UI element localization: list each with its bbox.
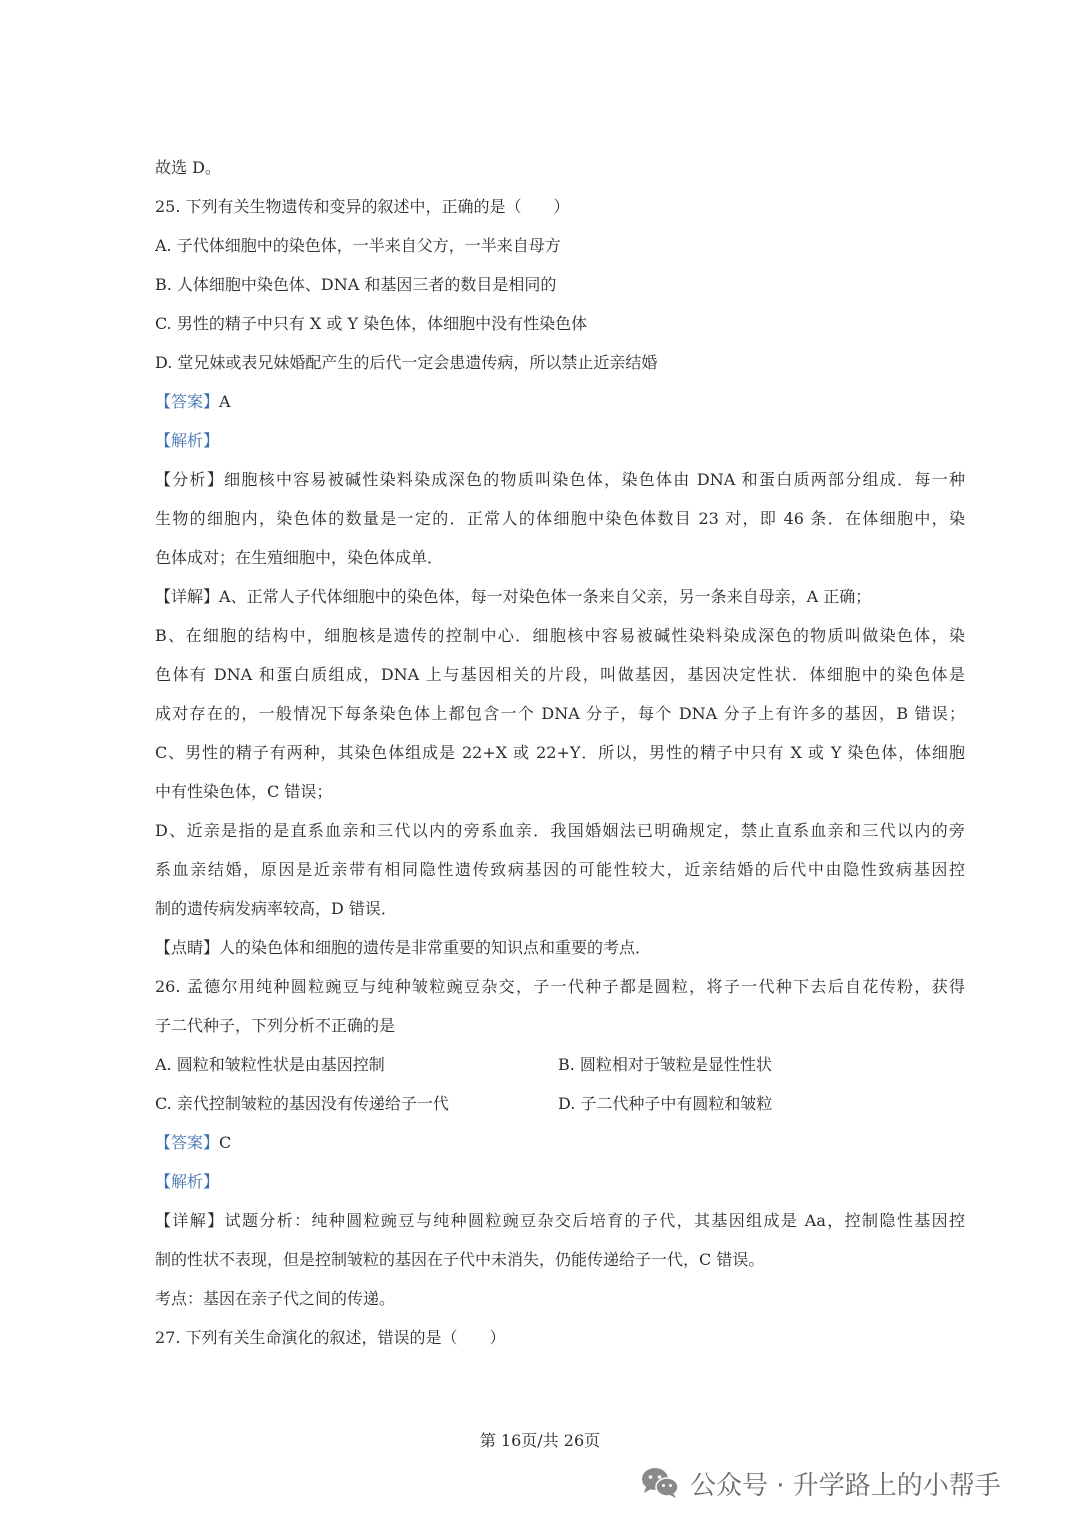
answer-value: C [219, 1133, 232, 1152]
analysis-tag: 【解析】 [155, 1172, 220, 1191]
q25-xiangjie-line: 【详解】A、正常人子代体细胞中的染色体，每一对染色体一条来自父亲，另一条来自母亲，A 正确； [155, 587, 872, 606]
q25-answer [155, 391, 965, 413]
q25-xiangjie-line: 制的遗传病发病率较高，D 错误． [155, 899, 397, 918]
watermark-text: 公众号 · 升学路上的小帮手 [690, 1470, 1001, 1501]
prev-conclusion: 故选 D。 [155, 158, 221, 177]
q25-xiangjie-line: C、男性的精子有两种，其染色体组成是 22+X 或 22+Y．所以，男性的精子中只有 X 或 Y 染色体，体细胞 [155, 743, 965, 762]
dianjing-tag: 【点睛】 [155, 938, 220, 957]
answer-tag: 【答案】 [155, 1133, 220, 1152]
question-26-stem: 26. 孟德尔用纯种圆粒豌豆与纯种皱粒豌豆杂交，子一代种子都是圆粒，将子一代种下去后自花传粉，获得 [155, 977, 965, 996]
q26-option-b: B. 圆粒相对于皱粒是显性性状 [558, 1055, 772, 1074]
q25-option-b: B. 人体细胞中染色体、DNA 和基因三者的数目是相同的 [155, 275, 557, 294]
q26-xiangjie-line: 制的性状不表现，但是控制皱粒的基因在子代中未消失，仍能传递给子一代，C 错误。 [155, 1250, 765, 1269]
q25-analysis-heading [155, 430, 965, 452]
q25-xiangjie-line: 中有性染色体，C 错误； [155, 782, 333, 801]
q26-kaodian: 考点：基因在亲子代之间的传递。 [155, 1289, 396, 1308]
q26-answer [155, 1132, 965, 1154]
question-27-stem: 27. 下列有关生命演化的叙述，错误的是（ ） [155, 1328, 506, 1347]
q25-option-a: A. 子代体细胞中的染色体，一半来自父方，一半来自母方 [155, 236, 561, 255]
q25-xiangjie-line: B、在细胞的结构中，细胞核是遗传的控制中心．细胞核中容易被碱性染料染成深色的物质叫做染色体，染 [155, 626, 965, 645]
q26-analysis-heading [155, 1171, 965, 1193]
q25-fenxi-line: 色体成对；在生殖细胞中，染色体成单． [155, 548, 444, 567]
q26-option-c: C. 亲代控制皱粒的基因没有传递给子一代 [155, 1094, 449, 1113]
q26-xiangjie-line: 【详解】试题分析：纯种圆粒豌豆与纯种圆粒豌豆杂交后培育的子代，其基因组成是 Aa，控制隐性基因控 [155, 1211, 965, 1230]
question-26-stem: 子二代种子，下列分析不正确的是 [155, 1016, 396, 1035]
q25-fenxi-line: 生物的细胞内，染色体的数量是一定的．正常人的体细胞中染色体数目 23 对，即 46 条．在体细胞中，染 [155, 509, 965, 528]
wechat-icon [640, 1466, 680, 1500]
page-number: 第 16页/共 26页 [479, 1431, 601, 1450]
q25-xiangjie-line: 系血亲结婚，原因是近亲带有相同隐性遗传致病基因的可能性较大，近亲结婚的后代中由隐性致病基因控 [155, 860, 965, 879]
q25-dianjing: 【点睛】人的染色体和细胞的遗传是非常重要的知识点和重要的考点． [155, 938, 652, 957]
answer-value: A [219, 392, 231, 411]
question-25-stem: 25. 下列有关生物遗传和变异的叙述中，正确的是（ ） [155, 197, 570, 216]
fenxi-tag: 【分析】 [155, 470, 225, 489]
q25-xiangjie-line: 色体有 DNA 和蛋白质组成，DNA 上与基因相关的片段，叫做基因，基因决定性状．体细胞中的染色体是 [155, 665, 965, 684]
answer-tag: 【答案】 [155, 392, 220, 411]
xiangjie-tag: 【详解】 [155, 1211, 225, 1230]
q25-option-c: C. 男性的精子中只有 X 或 Y 染色体，体细胞中没有性染色体 [155, 314, 588, 333]
analysis-tag: 【解析】 [155, 431, 220, 450]
watermark [640, 1461, 1001, 1505]
q26-option-a: A. 圆粒和皱粒性状是由基因控制 [155, 1055, 385, 1074]
q25-xiangjie-line: 成对存在的，一般情况下每条染色体上都包含一个 DNA 分子，每个 DNA 分子上有许多的基因，B 错误； [155, 704, 965, 723]
q25-option-d: D. 堂兄妹或表兄妹婚配产生的后代一定会患遗传病，所以禁止近亲结婚 [155, 353, 658, 372]
q25-fenxi-line: 【分析】细胞核中容易被碱性染料染成深色的物质叫染色体，染色体由 DNA 和蛋白质两部分组成．每一种 [155, 470, 965, 489]
q26-option-d: D. 子二代种子中有圆粒和皱粒 [558, 1094, 773, 1113]
q25-xiangjie-line: D、近亲是指的是直系血亲和三代以内的旁系血亲．我国婚姻法已明确规定，禁止直系血亲和三代以内的旁 [155, 821, 965, 840]
xiangjie-tag: 【详解】 [155, 587, 220, 606]
